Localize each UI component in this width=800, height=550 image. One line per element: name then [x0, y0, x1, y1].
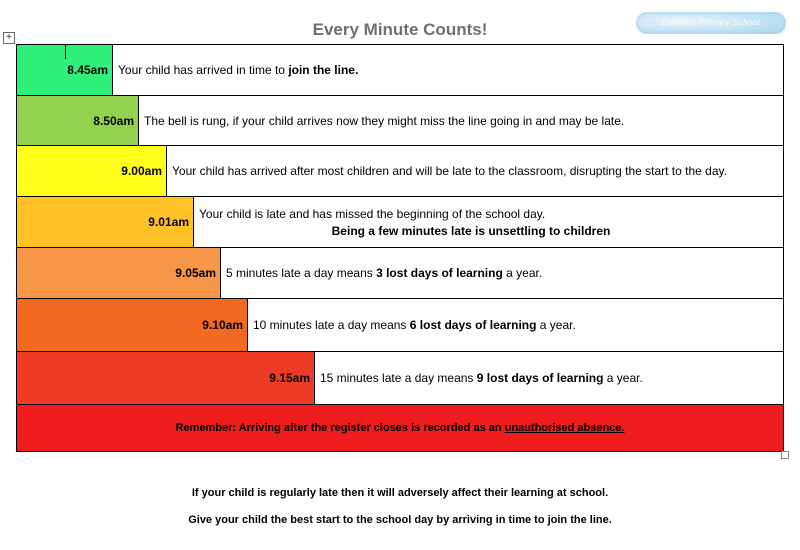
- time-cell: [17, 96, 139, 145]
- time-label: 9.10am: [202, 318, 243, 332]
- time-cell: [17, 248, 221, 298]
- table-row: [17, 96, 783, 146]
- time-label: 9.01am: [148, 215, 189, 229]
- row-text: 15 minutes late a day means: [320, 371, 477, 385]
- row-emphasis: Being a few minutes late is unsettling to children: [331, 223, 611, 238]
- footer-line-2: Give your child the best start to the school day by arriving in time to join the line.: [188, 514, 612, 526]
- row-bold: join the line.: [288, 63, 359, 77]
- time-label: 8.45am: [67, 63, 108, 77]
- table-row: [17, 352, 783, 405]
- lateness-table: [16, 44, 784, 452]
- row-text-after: a year.: [502, 266, 543, 280]
- reminder-underlined: unauthorised absence.: [504, 422, 625, 434]
- table-row: [17, 248, 783, 299]
- time-cell: [17, 146, 167, 196]
- row-text: The bell is rung, if your child arrives now they might miss the line going in and may be late.: [144, 113, 625, 128]
- row-text: Your child is late and has missed the beginning of the school day.: [199, 206, 546, 221]
- final-reminder-row: [17, 405, 783, 452]
- row-bold: 6 lost days of learning: [409, 318, 537, 332]
- row-text-after: a year.: [603, 371, 643, 385]
- description-cell: [167, 146, 783, 196]
- reminder-text: Remember: Arriving after the register closes is recorded as an: [175, 422, 505, 434]
- description-cell: [248, 299, 783, 351]
- row-text: 5 minutes late a day means: [226, 266, 377, 280]
- time-label: 9.00am: [121, 164, 162, 178]
- school-logo: Delaford Primary School: [636, 12, 786, 34]
- time-label: 9.05am: [175, 266, 216, 280]
- page-title: Every Minute Counts!: [312, 20, 488, 39]
- description-cell: [221, 248, 783, 298]
- time-cell: [17, 197, 194, 247]
- time-cell: [17, 299, 248, 351]
- description-cell: [113, 45, 783, 95]
- table-row: [17, 45, 783, 96]
- time-label: 9.15am: [269, 371, 310, 385]
- row-text: Your child has arrived in time to: [118, 63, 289, 77]
- description-cell: [315, 352, 783, 404]
- table-move-handle-icon[interactable]: +: [3, 32, 15, 44]
- table-row: [17, 299, 783, 352]
- cursor-tick: [65, 45, 66, 59]
- table-row: [17, 146, 783, 197]
- description-cell: [139, 96, 783, 145]
- row-text: 10 minutes late a day means: [253, 318, 410, 332]
- row-text-after: a year.: [536, 318, 576, 332]
- row-bold: 9 lost days of learning: [476, 371, 604, 385]
- table-row: [17, 197, 783, 248]
- description-cell: [194, 197, 783, 247]
- row-bold: 3 lost days of learning: [376, 266, 503, 280]
- time-label: 8.50am: [93, 113, 134, 128]
- time-cell: [17, 45, 113, 95]
- table-resize-handle-icon[interactable]: [781, 451, 789, 459]
- footer-line-1: If your child is regularly late then it will adversely affect their learning at school.: [191, 487, 609, 499]
- time-cell: [17, 352, 315, 404]
- row-text: Your child has arrived after most children and will be late to the classroom, disrupting the start to the day.: [172, 164, 727, 178]
